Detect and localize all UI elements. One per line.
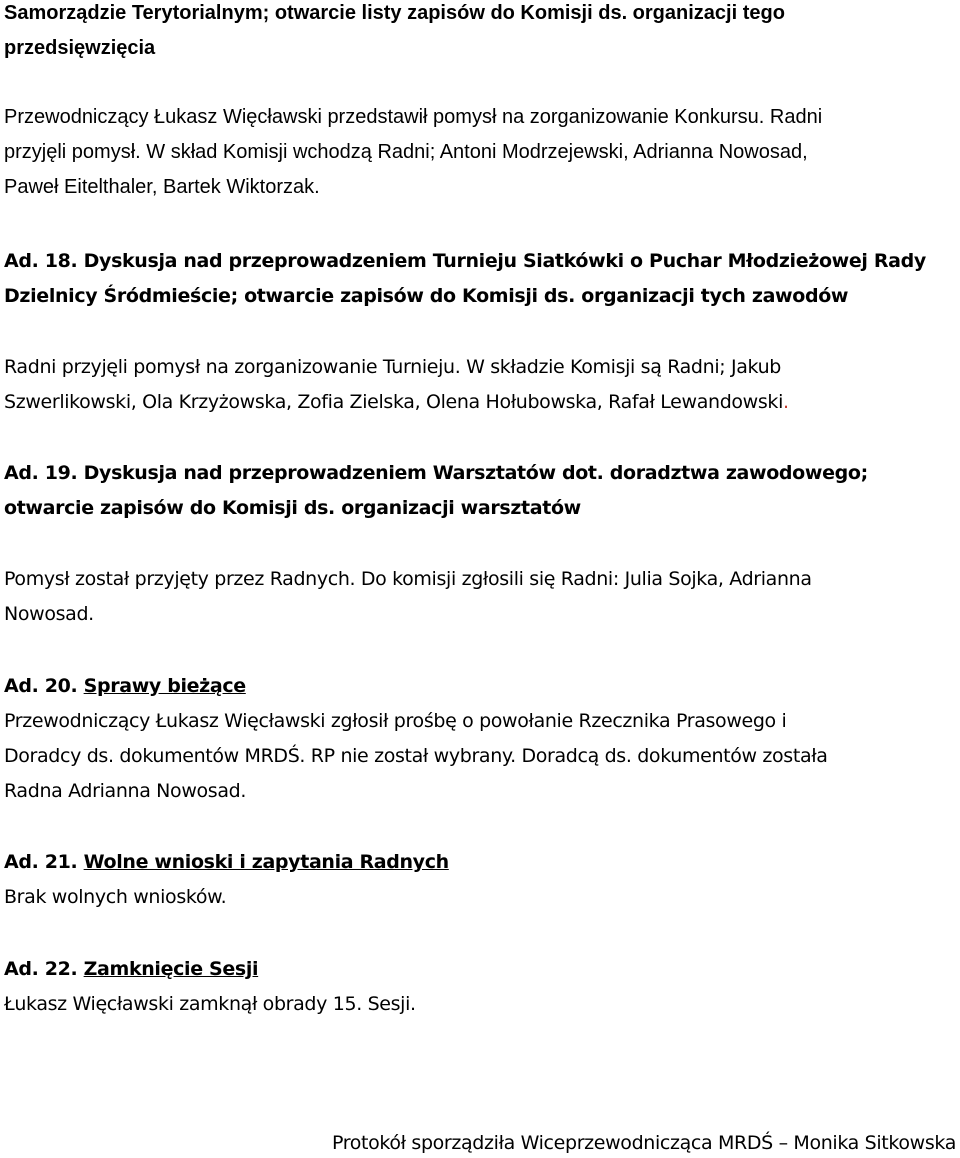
section-17-heading-line-1: Samorządzie Terytorialnym; otwarcie listy zapisów do Komisji ds. organizacji tego <box>4 2 785 24</box>
section-19-heading-line-1: Ad. 19. Dyskusja nad przeprowadzeniem Warsztatów dot. doradztwa zawodowego; <box>4 462 868 484</box>
section-18-body-line-2-text: Szwerlikowski, Ola Krzyżowska, Zofia Zielska, Olena Hołubowska, Rafał Lewandowski <box>4 391 783 413</box>
section-20-prefix: Ad. 20. <box>4 675 84 697</box>
section-20-heading <box>4 673 246 699</box>
section-21-title: Wolne wnioski i zapytania Radnych <box>83 851 449 873</box>
protocol-footer: Protokół sporządziła Wiceprzewodnicząca MRDŚ – Monika Sitkowska <box>331 1132 956 1154</box>
section-17-body-line-3: Paweł Eitelthaler, Bartek Wiktorzak. <box>4 176 320 198</box>
section-18-heading-line-2: Dzielnicy Śródmieście; otwarcie zapisów do Komisji ds. organizacji tych zawodów <box>4 285 849 307</box>
section-20-body-line-3: Radna Adrianna Nowosad. <box>4 780 247 802</box>
section-21-prefix: Ad. 21. <box>4 851 84 873</box>
section-18-body-line-2 <box>4 389 789 415</box>
section-22-prefix: Ad. 22. <box>4 958 84 980</box>
section-21-heading <box>4 849 449 875</box>
section-17-heading-line-2: przedsięwzięcia <box>4 37 156 59</box>
section-17-body-line-1: Przewodniczący Łukasz Więcławski przedstawił pomysł na zorganizowanie Konkursu. Radni <box>4 106 823 128</box>
section-20-body-line-1: Przewodniczący Łukasz Więcławski zgłosił prośbę o powołanie Rzecznika Prasowego i <box>4 710 787 732</box>
section-17-body-line-2: przyjęli pomysł. W skład Komisji wchodzą Radni; Antoni Modrzejewski, Adrianna Nowosad, <box>4 141 808 163</box>
section-20-title: Sprawy bieżące <box>83 675 246 697</box>
section-21-body-line-1: Brak wolnych wniosków. <box>4 886 227 908</box>
section-19-body-line-1: Pomysł został przyjęty przez Radnych. Do komisji zgłosili się Radni: Julia Sojka, Adrianna <box>4 568 812 590</box>
section-22-heading <box>4 956 258 982</box>
section-20-body-line-2: Doradcy ds. dokumentów MRDŚ. RP nie został wybrany. Doradcą ds. dokumentów została <box>4 745 828 767</box>
section-22-body-line-1: Łukasz Więcławski zamknął obrady 15. Sesji. <box>4 993 416 1015</box>
section-18-body-line-2-end: . <box>783 391 789 413</box>
section-22-title: Zamknięcie Sesji <box>83 958 259 980</box>
section-18-heading-line-1: Ad. 18. Dyskusja nad przeprowadzeniem Turnieju Siatkówki o Puchar Młodzieżowej Rady <box>4 250 926 272</box>
section-19-body-line-2: Nowosad. <box>4 603 94 625</box>
section-19-heading-line-2: otwarcie zapisów do Komisji ds. organizacji warsztatów <box>4 497 581 519</box>
section-18-body-line-1: Radni przyjęli pomysł na zorganizowanie Turnieju. W składzie Komisji są Radni; Jakub <box>4 356 782 378</box>
